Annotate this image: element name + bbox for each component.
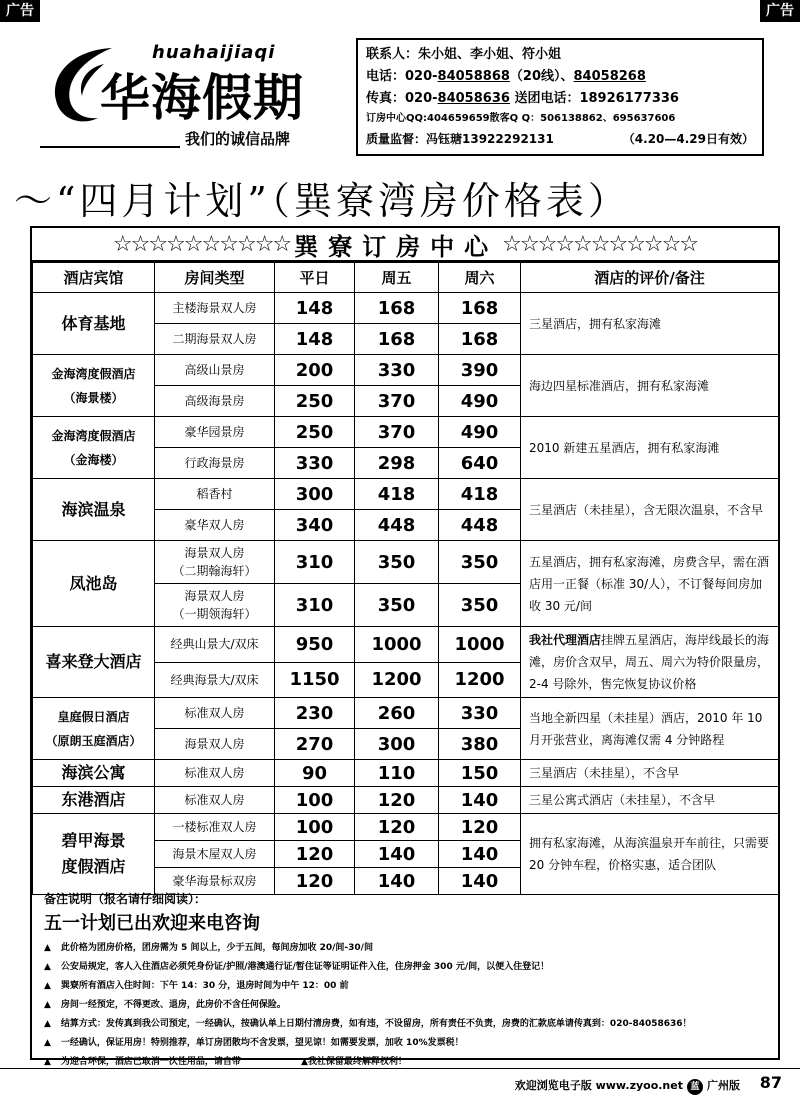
triangle-bullet-icon: ▲ [44, 943, 51, 953]
hotel-remark [521, 627, 779, 698]
hotel-name-line: （海景楼） [63, 390, 124, 405]
brand-name: 华海假期 [100, 68, 304, 127]
hotel-name-line: 凤池岛 [69, 573, 118, 593]
remark-text: 三星酒店（未挂星），不含早 [529, 766, 680, 780]
hotel-name-line: （原朗玉庭酒店） [45, 733, 142, 748]
room-type [155, 324, 275, 355]
room-type [155, 584, 275, 627]
hotel-name [33, 787, 155, 814]
room-type-line: 海景双人房 [184, 589, 245, 603]
price-saturday: 140 [439, 841, 521, 868]
fax-number: 84058636 [437, 91, 510, 106]
phone-number-1: 84058868 [437, 69, 510, 84]
fax-label: 传真：020- [366, 91, 438, 106]
header-room: 房间类型 [155, 263, 275, 293]
price-weekday: 340 [275, 510, 355, 541]
price-saturday: 490 [439, 417, 521, 448]
room-type-line: 豪华双人房 [184, 518, 245, 532]
page-number: 87 [759, 1073, 782, 1092]
page-footer [0, 1068, 800, 1100]
ad-tag-left: 广告 [0, 0, 40, 22]
price-saturday: 448 [439, 510, 521, 541]
room-type-line: 一楼标准双人房 [172, 820, 257, 834]
header-saturday: 周六 [439, 263, 521, 293]
contact-fax [366, 88, 754, 110]
price-weekday: 100 [275, 787, 355, 814]
hotel-name-line: 金海湾度假酒店 [51, 428, 136, 443]
hotel-name-line: 体育基地 [61, 313, 126, 333]
triangle-bullet-icon: ▲ [44, 981, 51, 991]
table-row [33, 293, 779, 324]
edition-badge: 蓝 [687, 1079, 703, 1095]
hotel-name-line: 海滨公寓 [61, 763, 126, 782]
remark-line [44, 996, 766, 1015]
ad-tag-right: 广告 [760, 0, 800, 22]
room-type-line: （一期领海轩） [172, 607, 257, 621]
hotel-name [33, 627, 155, 698]
header-hotel: 酒店宾馆 [33, 263, 155, 293]
remark-line-text: 公安局规定，客人入住酒店必须凭身份证/护照/港澳通行证/暂住证等证明证件入住，住房押金 300 元/间，以便入住登记！ [60, 962, 550, 972]
price-saturday: 120 [439, 814, 521, 841]
hotel-remark [521, 293, 779, 355]
price-friday: 300 [355, 729, 439, 760]
hotel-remark [521, 479, 779, 541]
room-type [155, 760, 275, 787]
remark-line-text: 为迎合环保，酒店已取消一次性用品，请自带 [60, 1057, 241, 1067]
room-type-line: 高级山景房 [184, 363, 245, 377]
price-weekday: 950 [275, 627, 355, 663]
remark-line [44, 958, 766, 977]
hotel-name-line: 金海湾度假酒店 [51, 366, 136, 381]
price-saturday: 1200 [439, 662, 521, 698]
room-type [155, 510, 275, 541]
price-saturday: 490 [439, 386, 521, 417]
room-type [155, 355, 275, 386]
price-saturday: 640 [439, 448, 521, 479]
validity: （4.20—4.29日有效） [622, 132, 754, 146]
remark-line-text: 巽寮所有酒店入住时间：下午 14：30 分，退房时间为中午 12：00 前 [60, 981, 349, 991]
remarks-head: 备注说明（报名请仔细阅读）： [44, 892, 207, 906]
room-type [155, 479, 275, 510]
remark-text: 当地全新四星（未挂星）酒店，2010 年 10 月开张营业，离海滩仅需 4 分钟路程 [529, 710, 763, 747]
hotel-name-line: 海滨温泉 [61, 499, 126, 519]
hotel-remark [521, 417, 779, 479]
room-type-line: 豪华园景房 [184, 425, 245, 439]
hotel-remark [521, 787, 779, 814]
table-row [33, 760, 779, 787]
price-friday: 140 [355, 841, 439, 868]
triangle-bullet-icon: ▲ [44, 1000, 51, 1010]
price-friday: 168 [355, 324, 439, 355]
table-row [33, 698, 779, 729]
page-title: ～“四月计划”（巽寮湾房价格表） [14, 179, 630, 223]
price-weekday: 300 [275, 479, 355, 510]
room-type [155, 417, 275, 448]
room-type-line: 二期海景双人房 [172, 332, 257, 346]
price-friday: 120 [355, 787, 439, 814]
price-friday: 1000 [355, 627, 439, 663]
price-saturday: 168 [439, 293, 521, 324]
price-weekday: 330 [275, 448, 355, 479]
price-weekday: 230 [275, 698, 355, 729]
price-weekday: 310 [275, 541, 355, 584]
room-type [155, 787, 275, 814]
stars-left: ☆☆☆☆☆☆☆☆☆☆ [112, 231, 291, 257]
group-label: 送团电话： [509, 91, 580, 106]
hotel-name [33, 814, 155, 895]
remark-line [44, 1034, 766, 1053]
agency-badge: 我社代理酒店 [529, 633, 602, 647]
hotel-name [33, 355, 155, 417]
table-header-row [33, 263, 779, 293]
phone-label: 电话：020- [366, 69, 438, 84]
stars-banner [32, 228, 778, 262]
room-type [155, 293, 275, 324]
remark-text: 拥有私家海滩，从海滨温泉开车前往，只需要 20 分钟车程，价格实惠，适合团队 [529, 836, 770, 872]
price-friday: 110 [355, 760, 439, 787]
price-weekday: 148 [275, 324, 355, 355]
brand-logo [40, 28, 350, 158]
room-type [155, 627, 275, 663]
brand-slogan: 我们的诚信品牌 [185, 130, 291, 148]
price-friday: 168 [355, 293, 439, 324]
price-saturday: 168 [439, 324, 521, 355]
room-type [155, 814, 275, 841]
triangle-bullet-icon: ▲ [44, 962, 51, 972]
group-phone: 18926177336 [579, 91, 679, 106]
price-friday: 370 [355, 386, 439, 417]
hotel-name [33, 760, 155, 787]
room-type [155, 698, 275, 729]
contact-phone [366, 66, 754, 88]
price-friday: 370 [355, 417, 439, 448]
price-weekday: 310 [275, 584, 355, 627]
remark-line-text: 结算方式：发传真到我公司预定，一经确认，按确认单上日期付清房费，如有违，不设留房，所有责任不负责，房费的汇款底单请传真到：020-84058636！ [60, 1019, 692, 1029]
price-weekday: 1150 [275, 662, 355, 698]
header-remarks: 酒店的评价/备注 [521, 263, 779, 293]
contact-qq: 订房中心QQ:404659659散客Q Q：506138862、695637606 [366, 113, 676, 124]
room-type [155, 841, 275, 868]
room-type-line: 海景双人房 [184, 737, 245, 751]
remark-text: 三星酒店，拥有私家海滩 [529, 316, 662, 331]
table-row [33, 541, 779, 584]
remark-line [44, 1015, 766, 1034]
room-type-line: 海景木屋双人房 [172, 847, 257, 861]
price-weekday: 90 [275, 760, 355, 787]
room-type [155, 448, 275, 479]
remarks-list [44, 939, 766, 1072]
triangle-bullet-icon: ▲ [44, 1057, 51, 1067]
footer-edition: 广州版 [707, 1079, 740, 1092]
room-type-line: （二期翰海轩） [172, 564, 257, 578]
hotel-name-line: 喜来登大酒店 [45, 652, 142, 671]
price-saturday: 330 [439, 698, 521, 729]
phone-number-2: 84058268 [573, 69, 646, 84]
price-weekday: 250 [275, 417, 355, 448]
room-type-line: 稻香村 [196, 487, 233, 501]
slogan-divider [40, 146, 180, 148]
room-type-line: 行政海景房 [184, 456, 245, 470]
footer-site: 欢迎浏览电子版 www.zyoo.net [514, 1079, 683, 1092]
rights-reserved: ▲我社保留最终解释权利！ [300, 1057, 407, 1067]
price-friday: 120 [355, 814, 439, 841]
hotel-name-line: 皇庭假日酒店 [57, 709, 130, 724]
hotel-remark [521, 814, 779, 895]
table-row [33, 787, 779, 814]
header-weekday: 平日 [275, 263, 355, 293]
hotel-name [33, 698, 155, 760]
remark-line [44, 939, 766, 958]
hotel-name [33, 293, 155, 355]
room-type-line: 标准双人房 [184, 706, 245, 720]
room-type [155, 729, 275, 760]
footer-text [515, 1077, 740, 1095]
remark-line [44, 977, 766, 996]
triangle-bullet-icon: ▲ [44, 1038, 51, 1048]
remark-text: 五星酒店，拥有私家海滩，房费含早，需在酒店用一正餐（标准 30/人），不订餐每间房加收 30 元/间 [529, 554, 770, 613]
price-weekday: 270 [275, 729, 355, 760]
room-type-line: 标准双人房 [184, 766, 245, 780]
hotel-name [33, 541, 155, 627]
price-friday: 418 [355, 479, 439, 510]
remark-text: 三星公寓式酒店（未挂星），不含早 [529, 793, 716, 807]
price-weekday: 120 [275, 841, 355, 868]
remarks-announcement: 五一计划已出欢迎来电咨询 [44, 913, 260, 934]
remark-text: 2010 新建五星酒店，拥有私家海滩 [529, 440, 720, 455]
table-row [33, 355, 779, 386]
contact-box [356, 38, 764, 156]
price-weekday: 200 [275, 355, 355, 386]
remark-line-text: 一经确认，保证用房！特别推荐，单订房团散均不含发票，望见谅！如需要发票，加收 10%发票税！ [60, 1038, 464, 1048]
table-row [33, 627, 779, 663]
room-type-line: 高级海景房 [184, 394, 245, 408]
remarks-section [32, 888, 778, 1074]
price-saturday: 350 [439, 541, 521, 584]
room-type-line: 海景双人房 [184, 546, 245, 560]
price-saturday: 418 [439, 479, 521, 510]
price-friday: 330 [355, 355, 439, 386]
remark-text: 海边四星标准酒店，拥有私家海滩 [529, 378, 710, 393]
price-friday: 1200 [355, 662, 439, 698]
price-saturday: 1000 [439, 627, 521, 663]
room-type-line: 经典海景大/双床 [170, 672, 259, 687]
price-saturday: 390 [439, 355, 521, 386]
price-saturday: 380 [439, 729, 521, 760]
room-type [155, 662, 275, 698]
hotel-name-line: 度假酒店 [61, 857, 126, 876]
price-weekday: 250 [275, 386, 355, 417]
price-weekday: 148 [275, 293, 355, 324]
price-saturday: 140 [439, 868, 521, 895]
supervisor: 质量监督：冯钰瑭13922292131 [366, 132, 554, 146]
remark-line-text: 此价格为团房价格，团房需为 5 间以上，少于五间，每间房加收 20/间-30/间 [60, 943, 373, 953]
triangle-bullet-icon: ▲ [44, 1019, 51, 1029]
booking-center-title: 巽寮订房中心 [294, 232, 499, 261]
price-table-body [33, 293, 779, 895]
price-saturday: 150 [439, 760, 521, 787]
room-type [155, 386, 275, 417]
contact-supervisor-row [366, 128, 754, 150]
price-saturday: 140 [439, 787, 521, 814]
price-friday: 298 [355, 448, 439, 479]
stars-right: ☆☆☆☆☆☆☆☆☆☆☆ [502, 231, 698, 257]
hotel-remark [521, 760, 779, 787]
room-type-line: 豪华海景标双房 [172, 874, 257, 888]
price-friday: 140 [355, 868, 439, 895]
price-friday: 350 [355, 584, 439, 627]
hotel-remark [521, 541, 779, 627]
price-friday: 260 [355, 698, 439, 729]
room-type-line: 标准双人房 [184, 793, 245, 807]
table-row [33, 479, 779, 510]
price-friday: 350 [355, 541, 439, 584]
brand-latin: huahaijiaqi [152, 42, 276, 63]
hotel-name-line: 东港酒店 [61, 790, 126, 809]
price-saturday: 350 [439, 584, 521, 627]
room-type-line: 经典山景大/双床 [170, 637, 259, 652]
table-row [33, 814, 779, 841]
room-type [155, 541, 275, 584]
table-row [33, 417, 779, 448]
header-friday: 周五 [355, 263, 439, 293]
hotel-remark [521, 355, 779, 417]
remark-line-text: 房间一经预定，不得更改、退房，此房价不含任何保险。 [60, 1000, 286, 1010]
remark-text: 三星酒店（未挂星），含无限次温泉，不含早 [529, 502, 764, 517]
price-table [32, 262, 779, 895]
hotel-name-line: （金海楼） [63, 452, 124, 467]
phone-lines: （20线）、 [509, 69, 574, 84]
room-type-line: 主楼海景双人房 [172, 301, 257, 315]
contact-person: 联系人：朱小姐、李小姐、符小姐 [366, 47, 562, 62]
price-weekday: 120 [275, 868, 355, 895]
hotel-name-line: 碧甲海景 [61, 831, 126, 850]
price-weekday: 100 [275, 814, 355, 841]
hotel-name [33, 417, 155, 479]
remark-text: 挂牌五星酒店，海岸线最长的海滩，房价含双早，周五、周六为特价限量房，2-4 号除外，售完恢复协议价格 [529, 633, 770, 691]
price-friday: 448 [355, 510, 439, 541]
hotel-remark [521, 698, 779, 760]
hotel-name [33, 479, 155, 541]
